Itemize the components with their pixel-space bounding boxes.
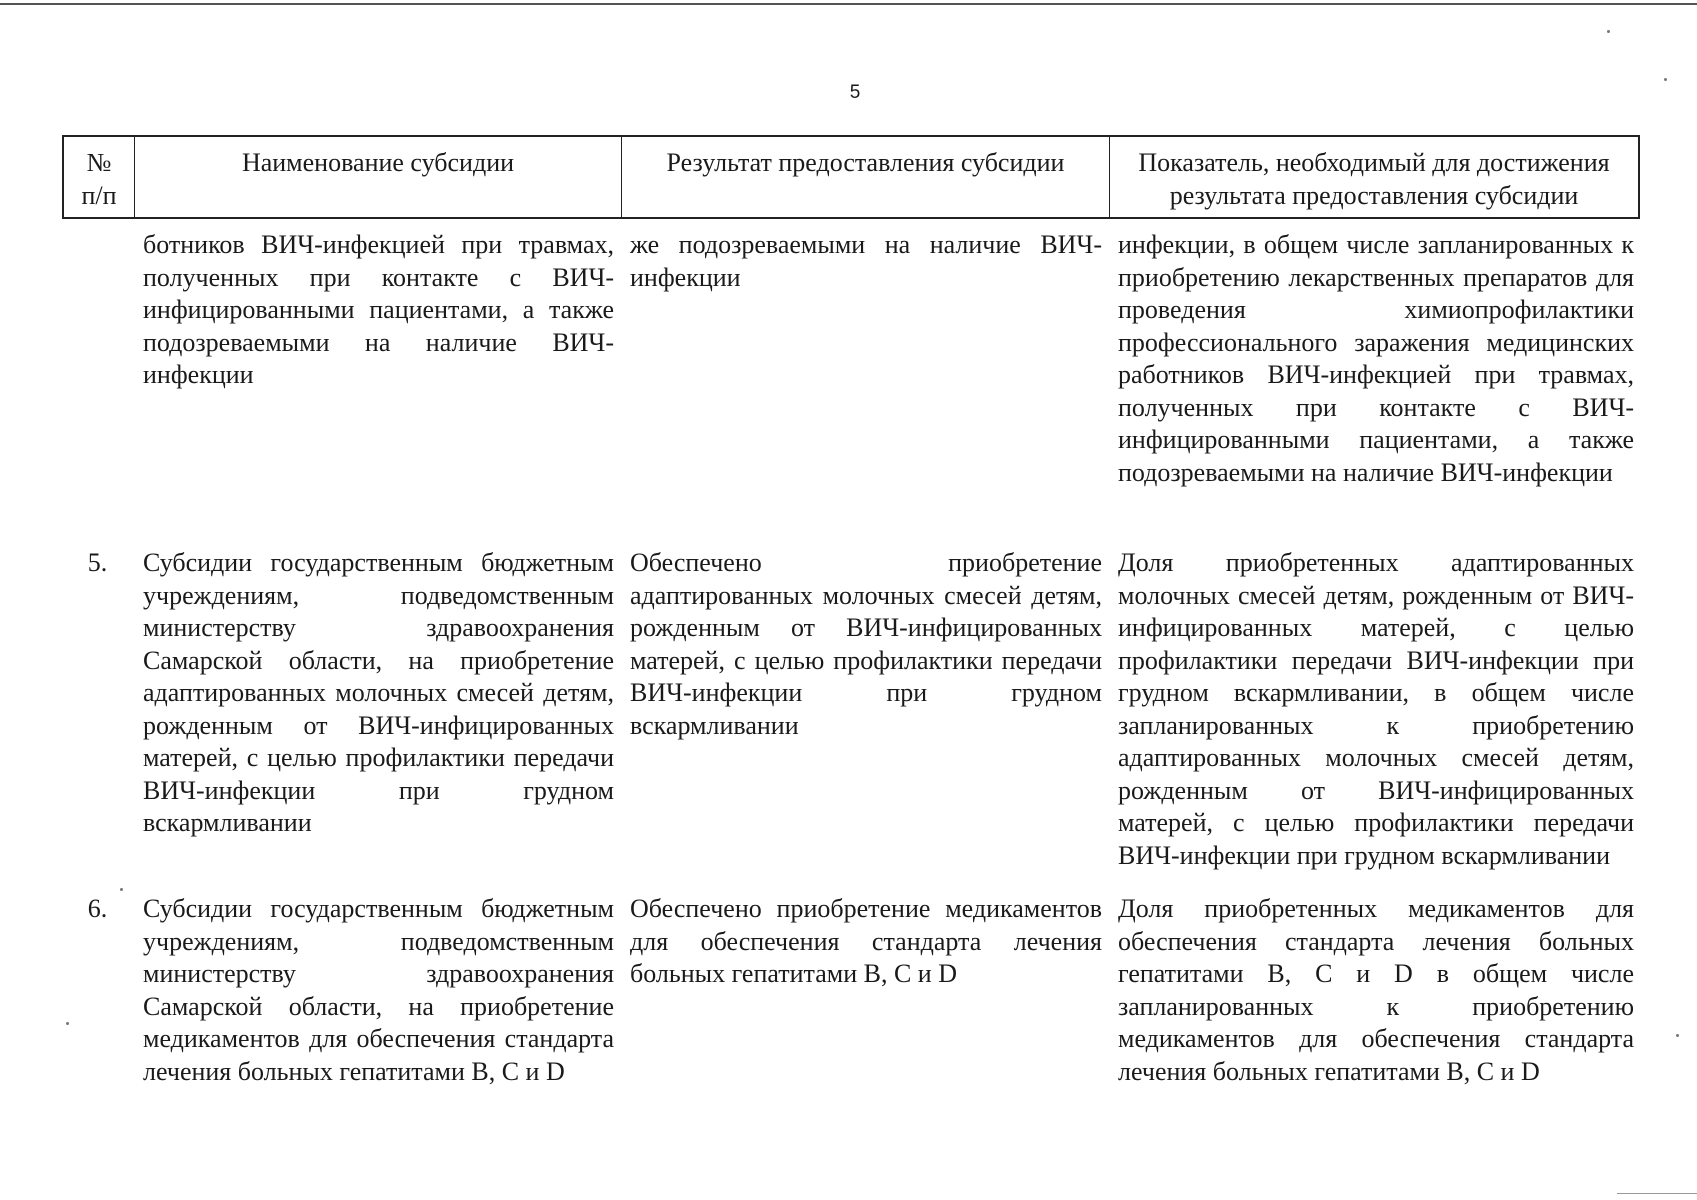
row-number: 6. <box>87 894 108 923</box>
scan-speck <box>120 888 123 891</box>
top-edge-rule <box>0 3 1697 5</box>
table-body <box>62 229 1640 1113</box>
subsidy-result: Обеспечено приобретение адаптированных молочных смесей детям, рожденным от ВИЧ-инфицированных матерей, с целью профилактики передачи ВИЧ-инфекции при грудном вскармливании <box>630 548 1102 740</box>
page-number: 5 <box>849 82 861 103</box>
table-row <box>62 547 1640 893</box>
header-result: Результат предоставления субсидии <box>622 137 1110 217</box>
header-indicator: Показатель, необходимый для достижения результата предоставления субсидии <box>1138 148 1610 210</box>
subsidy-name: Субсидии государственным бюджетным учреждениям, подведомственным министерству здравоохранения Самарской области, на приобретение адаптированных молочных смесей детям, рожденным от ВИЧ-инфицированных матерей, с целью профилактики передачи ВИЧ-инфекции при грудном вскармливании <box>143 548 614 837</box>
subsidy-indicator: Доля приобретенных адаптированных молочных смесей детям, рожденным от ВИЧ-инфицированных матерей, с целью профилактики передачи ВИЧ-инфекции при грудном вскармливании, в общем числе запланированных к приобретению адаптированных молочных смесей детям, рожденным от ВИЧ-инфицированных матерей, с целью профилактики передачи ВИЧ-инфекции при грудном вскармливании <box>1118 548 1634 870</box>
subsidy-name: ботников ВИЧ-инфекцией при травмах, полученных при контакте с ВИЧ-инфицированными пациентами, а также подозреваемыми на наличие ВИЧ-инфекции <box>143 230 614 389</box>
subsidy-indicator: Доля приобретенных медикаментов для обеспечения стандарта лечения больных гепатитами B, C и D в общем числе запланированных к приобретению медикаментов для обеспечения стандарта лечения больных гепатитами B, C и D <box>1118 894 1634 1086</box>
scan-speck <box>1676 1034 1679 1037</box>
scan-speck <box>1664 78 1667 81</box>
subsidy-result: Обеспечено приобретение медикаментов для обеспечения стандарта лечения больных гепатитами B, C и D <box>630 894 1102 988</box>
row-number: 5. <box>87 548 108 577</box>
scan-speck <box>66 1022 69 1025</box>
subsidy-result: же подозреваемыми на наличие ВИЧ-инфекции <box>630 230 1102 292</box>
table-row <box>62 893 1640 1113</box>
scan-edge-line <box>1617 1193 1697 1194</box>
header-name: Наименование субсидии <box>135 137 622 217</box>
row-number <box>62 229 133 547</box>
subsidy-indicator: инфекции, в общем числе запланированных к приобретению лекарственных препаратов для проведения химиопрофилактики профессионального заражения медицинских работников ВИЧ-инфекцией при травмах, полученных при контакте с ВИЧ-инфицированными пациентами, а также подозреваемыми на наличие ВИЧ-инфекции <box>1118 230 1634 487</box>
scan-speck <box>1607 30 1610 33</box>
table-row <box>62 229 1640 547</box>
subsidy-name: Субсидии государственным бюджетным учреждениям, подведомственным министерству здравоохранения Самарской области, на приобретение медикаментов для обеспечения стандарта лечения больных гепатитами B, C и D <box>143 894 614 1086</box>
header-num-line1: № <box>86 148 112 177</box>
table-header <box>62 135 1640 219</box>
header-num-line2: п/п <box>81 181 117 210</box>
header-num <box>64 137 135 217</box>
